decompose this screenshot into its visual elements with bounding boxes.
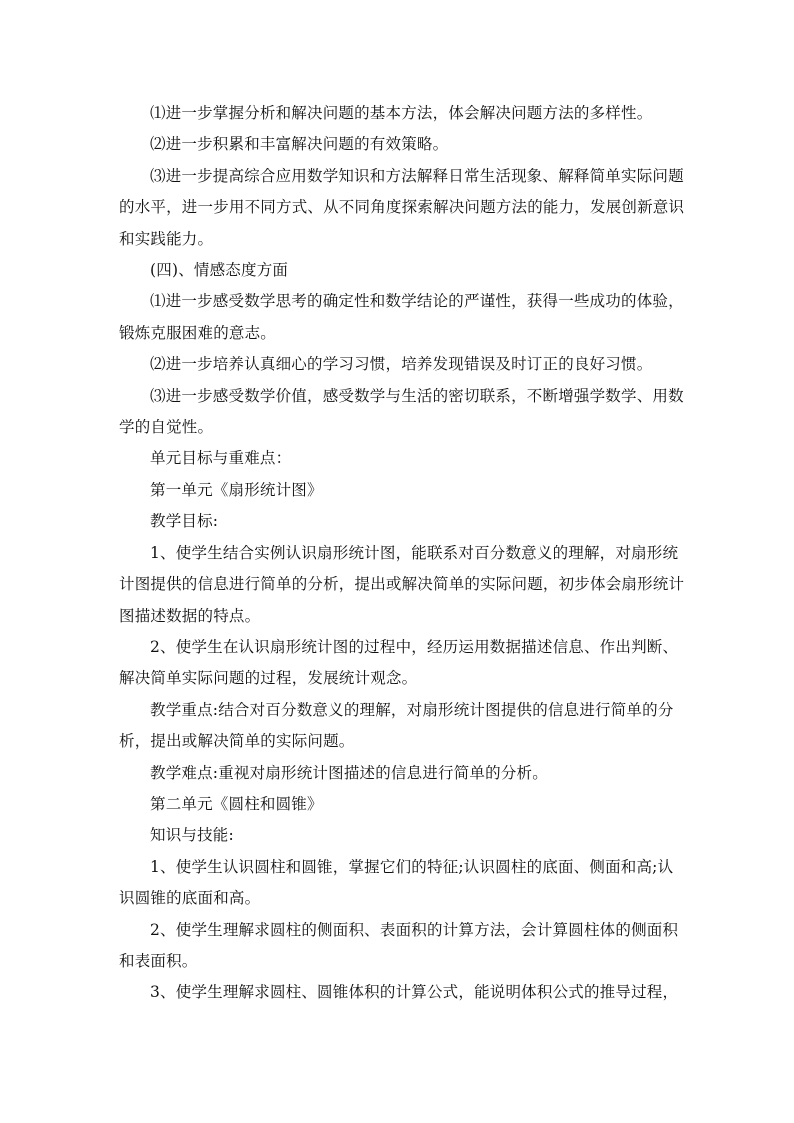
- paragraph-goal-3: ⑶进一步提高综合应用数学知识和方法解释日常生活现象、解释简单实际问题的水平，进一步用不同方式、从不同角度探索解决问题方法的能力，发展创新意识和实践能力。: [119, 166, 685, 248]
- unit-1-goal-1: 1、使学生结合实例认识扇形统计图，能联系对百分数意义的理解，对扇形统计图提供的信息进行简单的分析，提出或解决简单的实际问题，初步体会扇形统计图描述数据的特点。: [119, 543, 685, 625]
- unit-1-difficulty: 教学难点:重视对扇形统计图描述的信息进行简单的分析。: [150, 763, 548, 782]
- section-heading-emotion: (四)、情感态度方面: [150, 261, 289, 280]
- paragraph-emotion-2: ⑵进一步培养认真细心的学习习惯，培养发现错误及时订正的良好习惯。: [150, 355, 653, 374]
- unit-2-skill-2: 2、使学生理解求圆柱的侧面积、表面积的计算方法，会计算圆柱体的侧面积和表面积。: [119, 920, 679, 970]
- paragraph-emotion-3: ⑶进一步感受数学价值，感受数学与生活的密切联系，不断增强学数学、用数学的自觉性。: [119, 386, 684, 437]
- unit-1-key-point: 教学重点:结合对百分数意义的理解，对扇形统计图提供的信息进行简单的分析，提出或解决简单的实际问题。: [119, 700, 674, 751]
- document-page: [119, 98, 685, 1009]
- unit-2-skills-label: 知识与技能:: [150, 826, 234, 845]
- unit-1-goal-2: 2、使学生在认识扇形统计图的过程中，经历运用数据描述信息、作出判断、解决简单实际问题的过程，发展统计观念。: [119, 637, 679, 688]
- unit-1-goals-label: 教学目标:: [150, 512, 219, 531]
- unit-1-title: 第一单元《扇形统计图》: [150, 480, 323, 499]
- paragraph-goal-1: ⑴进一步掌握分析和解决问题的基本方法，体会解决问题方法的多样性。: [150, 104, 653, 122]
- unit-2-title: 第二单元《圆柱和圆锥》: [150, 794, 323, 813]
- paragraph-emotion-1: ⑴进一步感受数学思考的确定性和数学结论的严谨性，获得一些成功的体验，锻炼克服困难的意志。: [119, 292, 684, 342]
- paragraph-goal-2: ⑵进一步积累和丰富解决问题的有效策略。: [150, 135, 449, 154]
- unit-2-skill-1: 1、使学生认识圆柱和圆锥，掌握它们的特征;认识圆柱的底面、侧面和高;认识圆锥的底面和高。: [119, 857, 674, 908]
- section-heading-unit-goals: 单元目标与重难点：: [150, 449, 292, 468]
- unit-2-skill-3: 3、使学生理解求圆柱、圆锥体积的计算公式，能说明体积公式的推导过程，: [150, 983, 679, 1002]
